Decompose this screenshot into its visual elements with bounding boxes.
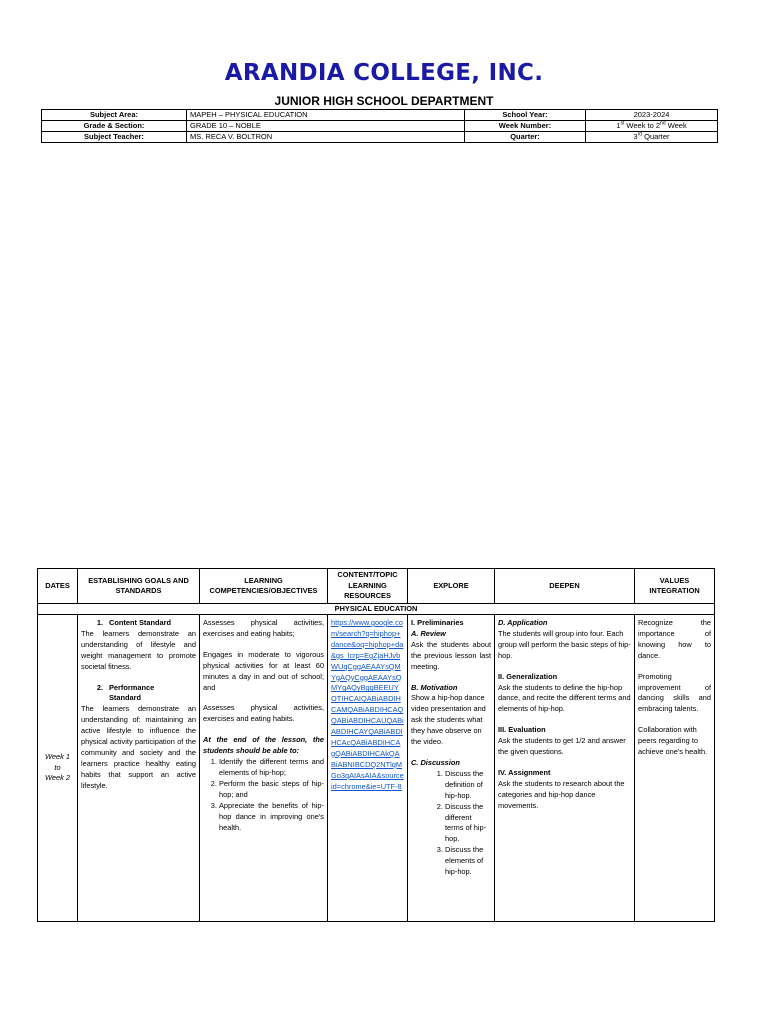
school-year-value: 2023-2024 [586, 110, 718, 121]
info-row-teacher [42, 132, 718, 143]
content-row [38, 615, 715, 922]
info-row-subject [42, 110, 718, 121]
header-resources: CONTENT/TOPIC LEARNING RESOURCES [328, 569, 408, 604]
competency-1: Assesses physical activities, exercises and eating habits; [203, 618, 324, 638]
evaluation-heading: III. Evaluation [498, 725, 546, 735]
objectives-lead: At the end of the lesson, the students should be able to: [203, 735, 324, 756]
quarter-value: 3rd Quarter [586, 132, 718, 143]
generalization-heading: II. Generalization [498, 671, 558, 681]
header-values: VALUES INTEGRATION [635, 569, 715, 604]
motivation-heading: B. Motivation [411, 682, 458, 692]
teacher-label: Subject Teacher: [42, 132, 187, 143]
assignment-heading: IV. Assignment [498, 767, 551, 777]
resource-link[interactable]: https://www.google.com/search?q=hiphop+dance&oq=hiphop+da&gs_lcrp=EgZjaHJvbWUqCggAEAAYsQMYgAQyCggAEAAYsQMYgAQyBggBEEUYOTIHCAIQABiABDIHCAMQABiABDIHCAQQABiABDIHCAUQABiABDIHCAYQABiABDIHCAcQABiABDIHCAgQABiABDIHCAkQABiABNIBCDQ2NTlqMGo3qAIAsAIA&sourceid=chrome&ie=UTF-8 [331, 618, 404, 791]
header-deepen: DEEPEN [495, 569, 635, 604]
discussion-list [411, 769, 491, 878]
date-to: to [54, 762, 61, 772]
review-text: Ask the students about the previous lesson last meeting. [411, 639, 491, 671]
dates-cell [38, 615, 78, 922]
value-2: Promoting improvement of dancing skills and embracing talents. [638, 671, 711, 714]
info-row-grade [42, 121, 718, 132]
discussion-item: 1. Discuss the definition of hip-hop. [445, 769, 491, 802]
assignment-text: Ask the students to research about the categories and hip-hop dance movements. [498, 778, 625, 810]
objective-item: 3. Appreciate the benefits of hip-hop dance in improving one's health. [219, 801, 324, 834]
performance-standard-text: The learners demonstrate an understanding of: maintaining an active lifestyle to influence the physical activity participation of the community and society and the learners practice healthy eating habits that support an active lifestyle. [81, 704, 196, 790]
grade-value: GRADE 10 – NOBLE [187, 121, 465, 132]
values-cell [635, 615, 715, 922]
generalization-text: Ask the students to define the hip-hop dance, and recite the different terms and elements of hip-hop. [498, 682, 631, 714]
week-value: 1st Week to 2nd Week [586, 121, 718, 132]
evaluation-text: Ask the students to get 1/2 and answer the given questions. [498, 736, 626, 757]
teacher-value: MS. RECA V. BOLTRON [187, 132, 465, 143]
section-title: PHYSICAL EDUCATION [38, 604, 715, 615]
value-3: Collaboration with peers regarding to achieve one's health. [638, 725, 708, 757]
department-title: JUNIOR HIGH SCHOOL DEPARTMENT [274, 94, 494, 108]
competencies-cell [200, 615, 328, 922]
subject-area-value: MAPEH – PHYSICAL EDUCATION [187, 110, 465, 121]
performance-standard-heading: 2. Performance Standard [96, 682, 155, 703]
objective-item: 1. Identify the different terms and elements of hip-hop; [219, 757, 324, 779]
content-standard-heading: 1. Content Standard [96, 618, 171, 627]
date-end: Week 2 [45, 773, 70, 783]
discussion-item: 2. Discuss the different terms of hip-hop. [445, 802, 491, 846]
deepen-cell [495, 615, 635, 922]
value-1: Recognize the importance of knowing how to dance. [638, 618, 711, 660]
explore-cell [408, 615, 495, 922]
discussion-item: 3. Discuss the elements of hip-hop. [445, 845, 491, 878]
discussion-heading: C. Discussion [411, 757, 460, 767]
competency-3: Assesses physical activities, exercises and eating habits. [203, 703, 324, 724]
header-explore: EXPLORE [408, 569, 495, 604]
objectives-list [203, 757, 324, 833]
motivation-text: Show a hip-hop dance video presentation and ask the students what they have observe on the video. [411, 693, 486, 747]
content-standard-text: The learners demonstrate an understanding of lifestyle and weight management to promote societal fitness. [81, 628, 196, 671]
week-label: Week Number: [465, 121, 586, 132]
college-title: ARANDIA COLLEGE, INC. [224, 60, 544, 86]
header-goals: ESTABLISHING GOALS AND STANDARDS [78, 569, 200, 604]
quarter-label: Quarter: [465, 132, 586, 143]
preliminaries-heading: I. Preliminaries [411, 618, 464, 627]
header-competencies: LEARNING COMPETENCIES/OBJECTIVES [200, 569, 328, 604]
application-heading: D. Application [498, 618, 548, 627]
header-row [38, 569, 715, 604]
objective-item: 2. Perform the basic steps of hip-hop; and [219, 779, 324, 801]
section-row [38, 604, 715, 615]
resources-cell [328, 615, 408, 922]
competency-2: Engages in moderate to vigorous physical activities for at least 60 minutes a day in and out of school; and [203, 649, 324, 692]
subject-area-label: Subject Area: [42, 110, 187, 121]
date-start: Week 1 [45, 751, 70, 761]
info-table [41, 109, 718, 143]
header-dates: DATES [38, 569, 78, 604]
application-text: The students will group into four. Each group will perform the basic steps of hip-hop. [498, 628, 631, 660]
goals-cell [78, 615, 200, 922]
lesson-plan-table [37, 568, 715, 922]
review-heading: A. Review [411, 628, 446, 638]
school-year-label: School Year: [465, 110, 586, 121]
grade-label: Grade & Section: [42, 121, 187, 132]
